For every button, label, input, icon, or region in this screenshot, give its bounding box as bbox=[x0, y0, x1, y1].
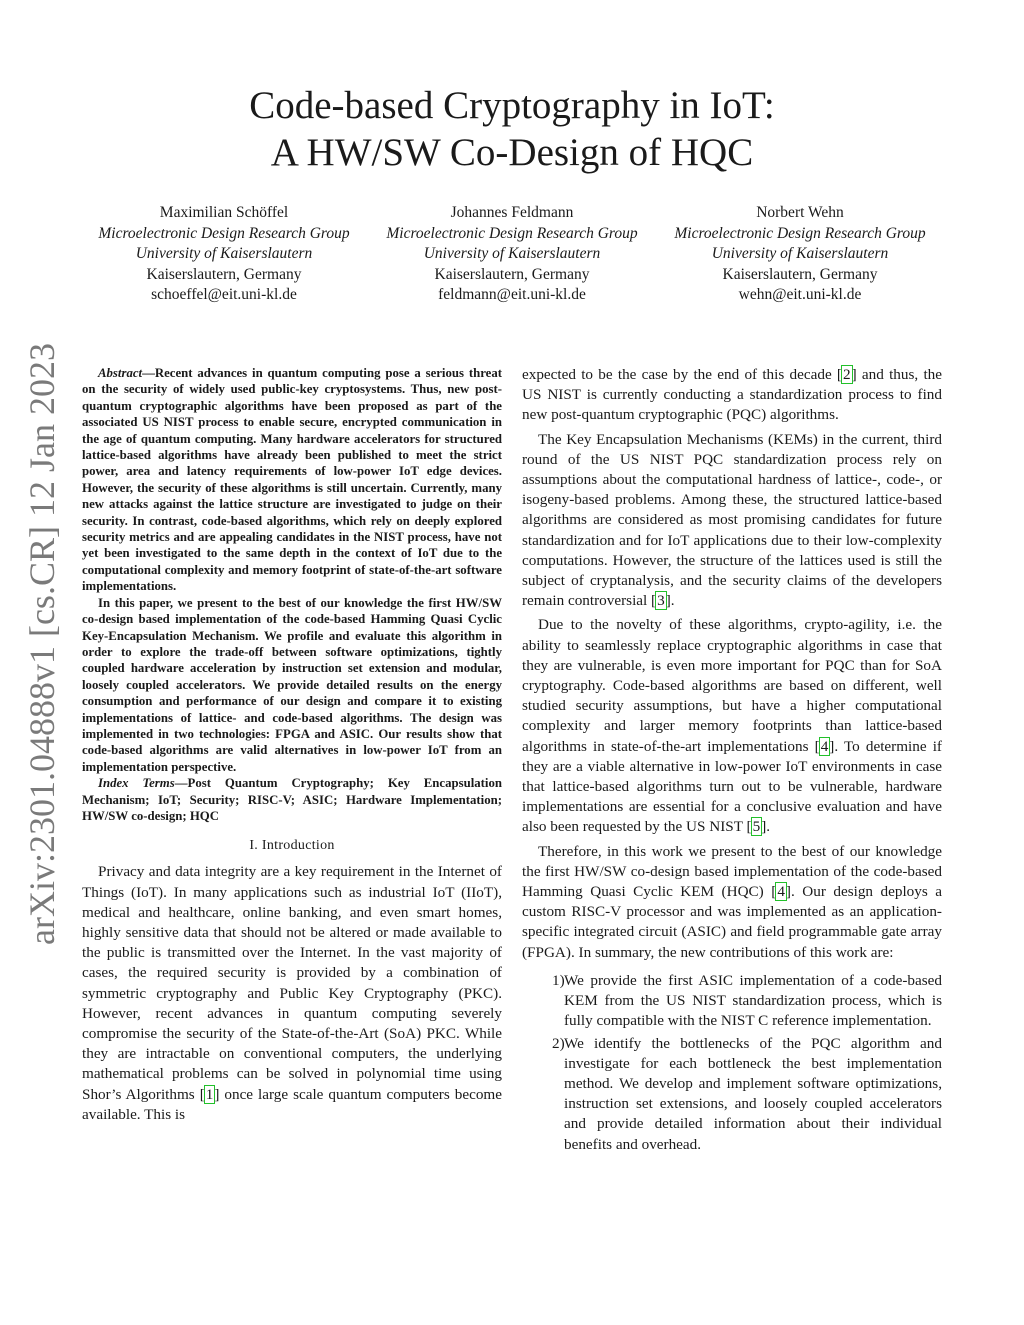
author-location: Kaiserslautern, Germany bbox=[146, 265, 302, 283]
author-block bbox=[80, 203, 944, 306]
section-heading-introduction: I. Introduction bbox=[249, 838, 335, 854]
list-item bbox=[522, 971, 942, 1032]
citation-link[interactable]: 2 bbox=[843, 366, 851, 383]
author-email: schoeffel@eit.uni-kl.de bbox=[151, 286, 297, 303]
author-name: Johannes Feldmann bbox=[450, 204, 574, 221]
intro-paragraph-therefore: Therefore, in this work we present to the best of our knowledge the first HW/SW co-design based implementation of the code-based Hamming Quasi Cyclic KEM (HQC) [4]. Our design deploys a custom RISC-V processor and was implemented as an application-specific integrated circuit (ASIC) and field programmable gate array (FPGA). In summary, the new contributions of this work are: bbox=[522, 842, 943, 961]
index-terms bbox=[82, 775, 502, 824]
author-2 bbox=[368, 203, 656, 306]
contributions-list bbox=[522, 971, 942, 1155]
intro-paragraph-crypto-agility: Due to the novelty of these algorithms, crypto-agility, i.e. the ability to seamlessly replace cryptographic algorithms in case that they are vulnerable, is even more important for PQC than for SoA cryptography. Code-based algorithms are based on different, well studied security assumptions, but have a higher computational complexity and larger memory footprints than lattice-based algorithms in state-of-the-art implementations [4]. To determine if they are a viable alternative in low-power IoT environments in case that lattice-based algorithms turn out to be vulnerable, hardware implementations are essential for a conclusive evaluation and have also been requested by the US NIST [5]. bbox=[522, 616, 942, 836]
list-item bbox=[522, 1034, 942, 1155]
paragraph-text: . To determine if they are a viable alternative in low-power IoT environments in case that lattice-based algorithms turn out to be vulnerable, hardware implementations are essential for a conclusive evaluation and have also been requested by the US NIST bbox=[522, 737, 942, 836]
paragraph-text: . bbox=[670, 592, 675, 610]
paragraph-text: Therefore, in this work we present to the best of our knowledge the first HW/SW co-design based implementation of the code-based Hamming Quasi Cyclic KEM (HQC) bbox=[522, 842, 942, 901]
author-3 bbox=[656, 203, 944, 306]
author-university: University of Kaiserslautern bbox=[423, 245, 601, 262]
citation-link[interactable]: 4 bbox=[820, 737, 829, 755]
paper-title bbox=[0, 82, 1024, 176]
paragraph-text: The Key Encapsulation Mechanisms (KEMs) in the current, third round of the US NIST PQC standardization process rely on assumptions about the computational hardness of lattice-, code-, or isogeny-based problems. Among these, the structured lattice-based algorithms are considered as most promising candidates for future standardization and for IoT applications due to their low-complexity computations. However, the structure of the lattices used is still the subject of cryptanalysis, and the security claims of the developers remain controversial bbox=[522, 430, 942, 610]
title-line-2: A HW/SW Co-Design of HQC bbox=[270, 131, 754, 174]
right-column bbox=[522, 365, 942, 1157]
intro-paragraph-1: Privacy and data integrity are a key requirement in the Internet of Things (IoT). In many applications such as industrial IoT (IIoT), medical and healthcare, online banking, and even smart homes, highly sensitive data that should not be altered or made available to the public is transmitted over the Internet. In the vast majority of cases, the required security is provided by a combination of symmetric cryptography and Public Key Cryptography (PKC). However, recent advances in quantum computing severely compromise the security of the State-of-the-Art (SoA) PKC. While they are intractable on conventional computers, the underlying mathematical problems can be solved in polynomial time using Shor’s Algorithms [1] once large scale quantum computers become available. This is bbox=[82, 863, 502, 1123]
intro-text: Privacy and data integrity are a key requirement in the Internet of Things (IoT). In many applications such as industrial IoT (IIoT), medical and healthcare, online banking, and even smart homes, highly sensitive data that should not be altered or made available to the public is transmitted over the Internet. In the vast majority of cases, the required security is provided by a combination of symmetric cryptography and Public Key Cryptography (PKC). However, recent advances in quantum computing severely compromise the security of the State-of-the-Art (SoA) PKC. While they are intractable on conventional computers, the underlying mathematical problems can be solved in polynomial time using Shor’s Algorithms bbox=[82, 863, 502, 1103]
author-location: Kaiserslautern, Germany bbox=[722, 265, 878, 283]
author-1 bbox=[80, 203, 368, 306]
list-text: We identify the bottlenecks of the PQC algorithm and investigate for each bottleneck the best implementation method. We develop and implement software optimizations, instruction set extensions, and loosely coupled accelerators and provide detailed information about their individual benefits and overhead. bbox=[564, 1034, 942, 1153]
author-group: Microelectronic Design Research Group bbox=[98, 224, 350, 242]
paragraph-text: . bbox=[766, 818, 771, 836]
intro-paragraph-kems: The Key Encapsulation Mechanisms (KEMs) in the current, third round of the US NIST PQC standardization process rely on assumptions about the computational hardness of lattice-, code-, or isogeny-based problems. Among these, the structured lattice-based algorithms are considered as most promising candidates for future standardization and for IoT applications due to their low-complexity computations. However, the structure of the lattices used is still the subject of cryptanalysis, and the security claims of the developers remain controversial [3]. bbox=[522, 430, 942, 610]
paragraph-text: and thus, the US NIST is currently conducting a standardization process to find new post-quantum cryptographic (PQC) algorithms. bbox=[522, 366, 942, 424]
abstract-paragraph-1: Recent advances in quantum computing pose a serious threat on the security of widely used public-key cryptosystems. Thus, new post-quantum cryptographic algorithms have been proposed as part of the associated US NIST process to enable secure, encrypted communication in the age of quantum computing. Many hardware accelerators for structured lattice-based algorithms have already been published to meet the strict power, area and latency requirements of low-power IoT edge devices. However, the security of these algorithms is still uncertain. Currently, many new attacks against the lattice structure are investigated to judge on their security. In contrast, code-based algorithms, which rely on deeply explored security metrics and are appealing candidates in the NIST process, have not yet been investigated to the same depth in the context of IoT due to the computational complexity and memory footprint of state-of-the-art software implementations. bbox=[82, 366, 502, 594]
title-line-1: Code-based Cryptography in IoT: bbox=[249, 84, 775, 127]
author-group: Microelectronic Design Research Group bbox=[674, 224, 926, 242]
author-name: Maximilian Schöffel bbox=[159, 204, 289, 221]
author-university: University of Kaiserslautern bbox=[711, 245, 889, 262]
author-email: wehn@eit.uni-kl.de bbox=[738, 286, 862, 303]
index-terms-text: Post Quantum Cryptography; Key Encapsulation Mechanism; IoT; Security; RISC-V; ASIC; Hardware Implementation; HW/SW co-design; HQC bbox=[82, 776, 503, 823]
author-location: Kaiserslautern, Germany bbox=[434, 265, 590, 283]
intro-text-continued: once large scale quantum computers become available. This is bbox=[82, 1085, 502, 1123]
author-email: feldmann@eit.uni-kl.de bbox=[438, 286, 586, 303]
citation-link[interactable]: 5 bbox=[752, 818, 761, 836]
intro-paragraph-continued: expected to be the case by the end of this decade [2] and thus, the US NIST is currently conducting a standardization process to find new post-quantum cryptographic (PQC) algorithms. bbox=[522, 366, 942, 424]
author-university: University of Kaiserslautern bbox=[135, 245, 313, 262]
left-column bbox=[82, 365, 502, 1125]
citation-link[interactable]: 3 bbox=[657, 592, 665, 610]
author-name: Norbert Wehn bbox=[756, 204, 844, 221]
list-number: 1) bbox=[552, 971, 565, 989]
arxiv-identifier: arXiv:2301.04888v1 [cs.CR] 12 Jan 2023 bbox=[22, 343, 62, 945]
abstract-dash: — bbox=[142, 366, 155, 380]
index-terms-label: Index Terms bbox=[98, 776, 175, 791]
list-number: 2) bbox=[552, 1034, 565, 1052]
citation-link[interactable]: 4 bbox=[777, 883, 785, 901]
abstract-label: Abstract bbox=[98, 366, 143, 380]
index-terms-dash: — bbox=[174, 776, 188, 791]
author-group: Microelectronic Design Research Group bbox=[386, 224, 638, 242]
paragraph-text: . Our design deploys a custom RISC-V processor and was implemented as an application-specific integrated circuit (ASIC) and field programmable gate array (FPGA). In summary, the new contributions of this work are: bbox=[522, 883, 943, 961]
citation-link[interactable]: 1 bbox=[205, 1085, 214, 1103]
paragraph-text: Due to the novelty of these algorithms, crypto-agility, i.e. the ability to seamlessly replace cryptographic algorithms in case that they are vulnerable, is even more important for PQC than for SoA cryptography. Code-based algorithms are based on different, well studied security assumptions, but have a higher computational complexity and larger memory footprints than lattice-based algorithms in state-of-the-art implementations bbox=[522, 616, 942, 755]
list-text: We provide the first ASIC implementation of a code-based KEM from the US NIST standardization process, which is fully compatible with the NIST C reference implementation. bbox=[564, 971, 942, 1030]
abstract bbox=[82, 365, 502, 595]
abstract-paragraph-2: In this paper, we present to the best of our knowledge the first HW/SW co-design based implementation of the code-based Hamming Quasi Cyclic Key-Encapsulation Mechanism. We profile and evaluate this algorithm in order to explore the trade-off between software optimizations, tightly coupled hardware acceleration by instruction set extension and modular, loosely coupled accelerators. We provide detailed results on the energy consumption and performance of our design and compare it to existing implementations of lattice- and code-based algorithms. The design was implemented in two technologies: FPGA and ASIC. Our results show that code-based algorithms are valid alternatives in low-power IoT from an implementation perspective. bbox=[82, 595, 502, 774]
paragraph-text: expected to be the case by the end of this decade bbox=[522, 366, 832, 383]
